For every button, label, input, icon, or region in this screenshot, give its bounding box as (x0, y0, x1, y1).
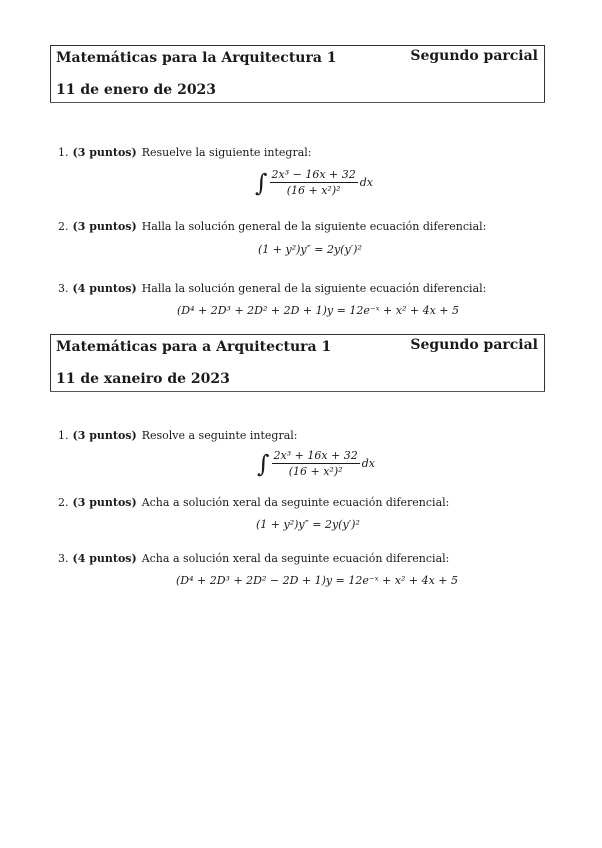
problem-points: (3 puntos) (72, 429, 137, 442)
problem-statement: Acha a solución xeral da seguinte ecuación diferencial: (141, 496, 450, 509)
differential: dx (361, 457, 375, 470)
problem-points: (4 puntos) (72, 282, 137, 295)
problem-number: 2. (58, 496, 69, 509)
exam-header-es (50, 45, 545, 103)
problem-number: 1. (58, 429, 69, 442)
fraction-numerator: 2x³ − 16x + 32 (271, 168, 356, 181)
exam-name: Segundo parcial (410, 48, 538, 64)
problem-statement: Halla la solución general de la siguiente ecuación diferencial: (141, 282, 487, 295)
integral-formula-es (255, 168, 373, 197)
course-title: Matemáticas para la Arquitectura 1 (56, 50, 337, 66)
integral-sign: ∫ (257, 449, 270, 478)
problem-points: (3 puntos) (72, 146, 137, 159)
problem-statement: Acha a solución xeral da seguinte ecuación diferencial: (141, 552, 450, 565)
fraction-numerator: 2x³ + 16x + 32 (273, 449, 358, 462)
ode-formula-1-gl: (1 + y²)y″ = 2y(y′)² (256, 518, 360, 531)
problem-number: 1. (58, 146, 69, 159)
exam-name: Segundo parcial (410, 337, 538, 353)
ode-formula-2-gl: (D⁴ + 2D³ + 2D² − 2D + 1)y = 12e⁻ˣ + x² + 4x + 5 (176, 574, 459, 587)
fraction (272, 449, 360, 478)
problem-statement: Halla la solución general de la siguiente ecuación diferencial: (141, 220, 487, 233)
integral-sign: ∫ (255, 168, 268, 197)
problem-points: (3 puntos) (72, 496, 137, 509)
fraction-denominator: (16 + x²)² (286, 184, 341, 197)
problem-points: (3 puntos) (72, 220, 137, 233)
problem-points: (4 puntos) (72, 552, 137, 565)
exam-date: 11 de enero de 2023 (56, 82, 217, 98)
problem-number: 3. (58, 282, 69, 295)
problem-2-gl (58, 496, 449, 509)
problem-number: 3. (58, 552, 69, 565)
course-title: Matemáticas para a Arquitectura 1 (56, 339, 332, 355)
problem-2-es (58, 220, 486, 233)
problem-1-gl (58, 429, 297, 442)
ode-formula-2-es: (D⁴ + 2D³ + 2D² + 2D + 1)y = 12e⁻ˣ + x² + 4x + 5 (177, 304, 460, 317)
problem-statement: Resolve a seguinte integral: (141, 429, 298, 442)
problem-statement: Resuelve la siguiente integral: (141, 146, 312, 159)
exam-header-gl (50, 334, 545, 392)
differential: dx (359, 176, 373, 189)
problem-3-es (58, 282, 486, 295)
problem-3-gl (58, 552, 449, 565)
problem-1-es (58, 146, 312, 159)
integral-formula-gl (257, 449, 375, 478)
problem-number: 2. (58, 220, 69, 233)
ode-formula-1-es: (1 + y²)y″ = 2y(y′)² (258, 243, 362, 256)
fraction-denominator: (16 + x²)² (288, 465, 343, 478)
fraction (270, 168, 358, 197)
exam-date: 11 de xaneiro de 2023 (56, 371, 230, 387)
